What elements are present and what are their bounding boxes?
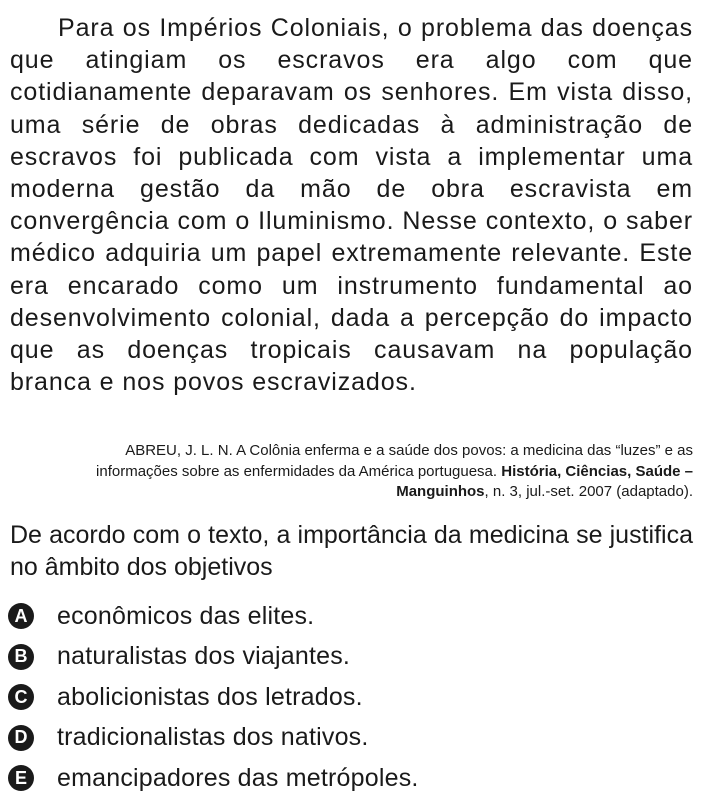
option-b-text: naturalistas dos viajantes.	[57, 642, 351, 671]
option-c-letter-badge: C	[8, 684, 34, 710]
question-text: De acordo com o texto, a importância da medicina se justifica no âmbito dos objetivos	[10, 521, 693, 581]
option-b[interactable]	[8, 637, 419, 678]
option-b-letter-badge: B	[8, 644, 34, 670]
passage-text: Para os Impérios Coloniais, o problema das doenças que atingiam os escravos era algo com que cotidianamente deparavam os senhores. Em vista disso, uma série de obras dedicadas à administração de escravos foi publicada com vista a implementar uma moderna gestão da mão de obra escravista em convergência com o Iluminismo. Nesse contexto, o saber médico adquiria um papel extremamente relevante. Este era encarado como um instrumento fundamental ao desenvolvimento colonial, dada a percepção do impacto que as doenças tropicais causavam na população branca e nos povos escravizados.	[10, 14, 693, 397]
option-a-letter-badge: A	[8, 603, 34, 629]
citation-authors-title: ABREU, J. L. N. A Colônia enferma e a saúde dos povos: a medicina das “luzes” e as informações sobre as enfermidades da América portuguesa.	[96, 442, 693, 480]
answer-options	[8, 596, 419, 799]
option-e[interactable]	[8, 758, 419, 799]
option-c[interactable]	[8, 677, 419, 718]
citation-details: , n. 3, jul.-set. 2007 (adaptado).	[484, 483, 693, 500]
option-e-text: emancipadores das metrópoles.	[57, 763, 419, 792]
option-d-letter-badge: D	[8, 725, 34, 751]
citation	[40, 441, 693, 503]
citation-journal: História, Ciências, Saúde – Manguinhos	[396, 462, 693, 500]
option-c-text: abolicionistas dos letrados.	[57, 682, 363, 711]
option-d[interactable]	[8, 718, 419, 759]
option-a[interactable]	[8, 596, 419, 637]
option-d-text: tradicionalistas dos nativos.	[57, 723, 369, 752]
option-e-letter-badge: E	[8, 765, 34, 791]
option-a-text: econômicos das elites.	[57, 601, 315, 630]
